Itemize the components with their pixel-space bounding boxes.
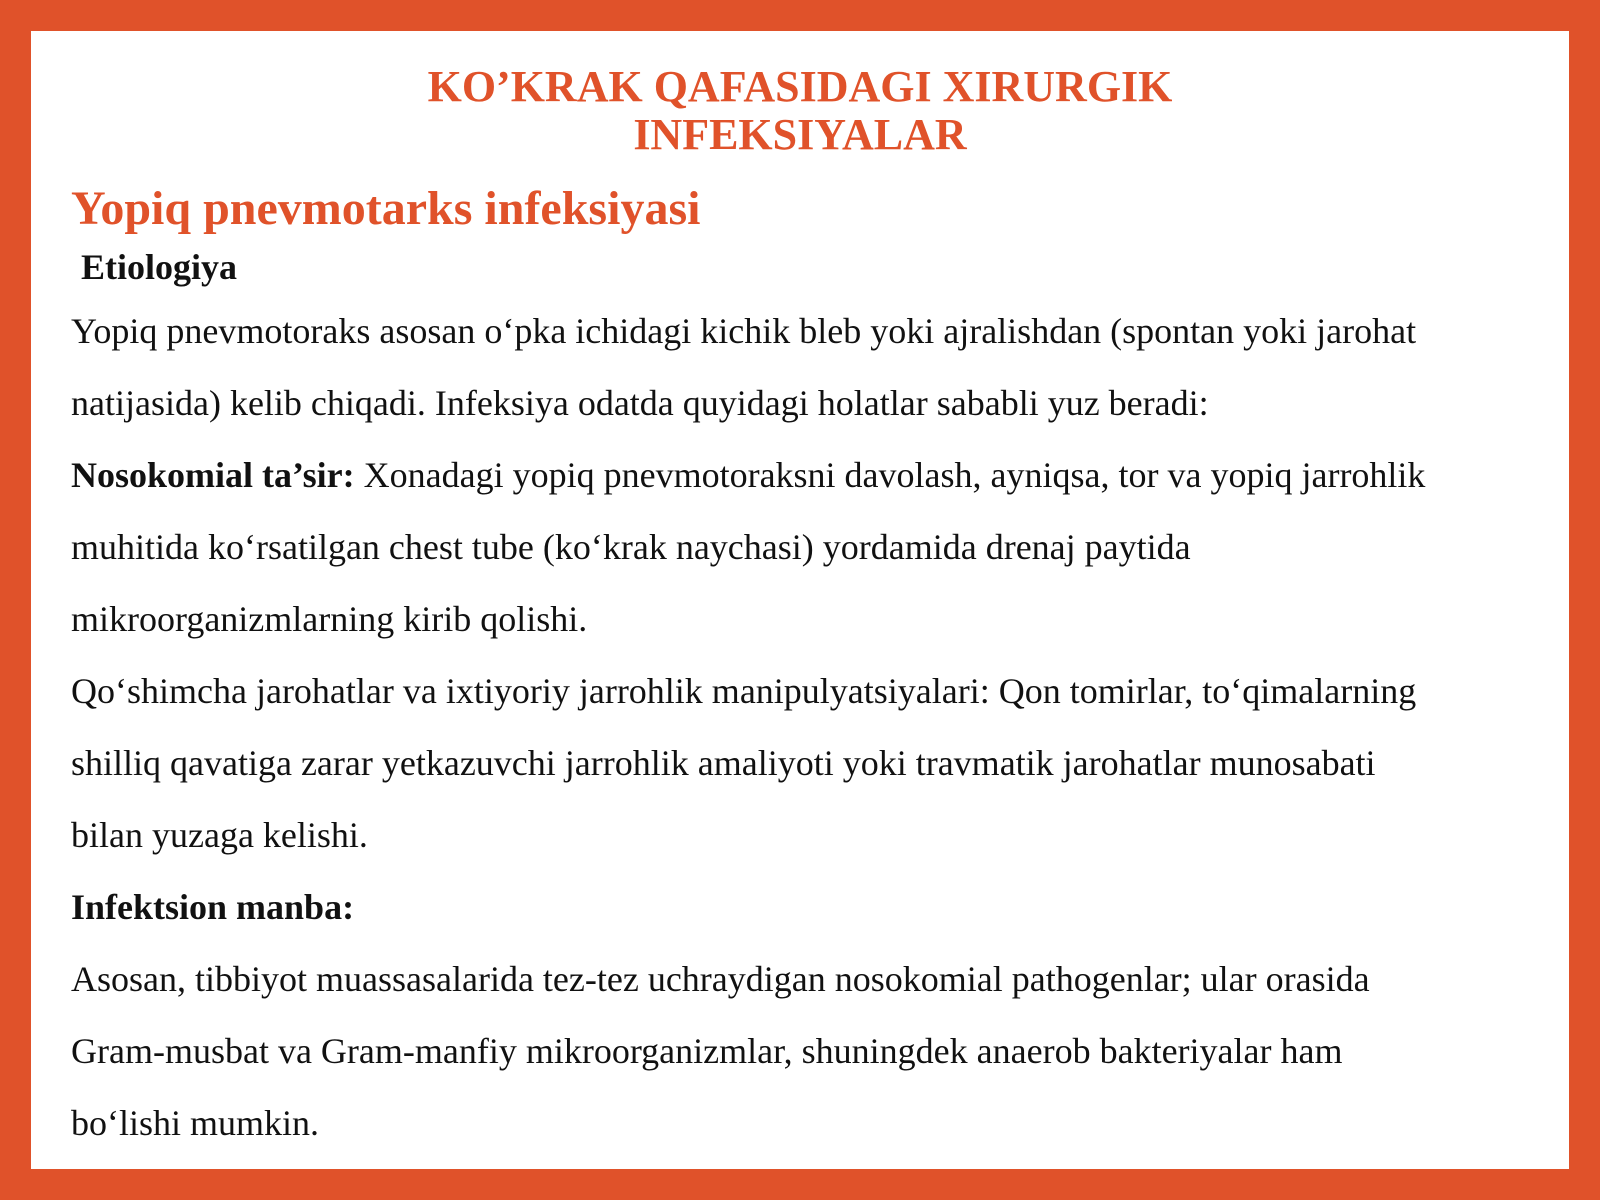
term-nosokomial: Nosokomial ta’sir: bbox=[71, 455, 355, 495]
body-line-6: Qo‘shimcha jarohatlar va ixtiyoriy jarrohlik manipulyatsiyalari: Qon tomirlar, to‘qimalarning bbox=[71, 671, 1417, 711]
body-line-3 bbox=[71, 439, 1561, 511]
body-line-12: bo‘lishi mumkin. bbox=[71, 1103, 320, 1143]
slide-title-line-2: INFEKSIYALAR bbox=[633, 110, 967, 159]
body-line-8: bilan yuzaga kelishi. bbox=[71, 815, 368, 855]
body-line-2: natijasida) kelib chiqadi. Infeksiya odatda quyidagi holatlar sababli yuz beradi: bbox=[71, 383, 1209, 423]
body-line-4: muhitida ko‘rsatilgan chest tube (ko‘krak naychasi) yordamida drenaj paytida bbox=[71, 527, 1191, 567]
section-heading: Etiologiya bbox=[81, 247, 238, 287]
body-line-11: Gram-musbat va Gram-manfiy mikroorganizmlar, shuningdek anaerob bakteriyalar ham bbox=[71, 1031, 1343, 1071]
slide-title bbox=[31, 63, 1569, 159]
slide-body bbox=[71, 239, 1561, 1159]
body-line-1: Yopiq pnevmotoraks asosan o‘pka ichidagi kichik bleb yoki ajralishdan (spontan yoki jarohat bbox=[71, 311, 1417, 351]
slide-subtitle: Yopiq pnevmotarks infeksiyasi bbox=[71, 182, 701, 235]
slide bbox=[31, 31, 1569, 1169]
body-line-3-text: Xonadagi yopiq pnevmotoraksni davolash, ayniqsa, tor va yopiq jarrohlik bbox=[354, 455, 1426, 495]
term-infektsion-manba: Infektsion manba: bbox=[71, 887, 355, 927]
slide-title-line-1: KO’KRAK QAFASIDAGI XIRURGIK bbox=[427, 62, 1173, 111]
body-line-10: Asosan, tibbiyot muassasalarida tez-tez uchraydigan nosokomial pathogenlar; ular orasida bbox=[71, 959, 1370, 999]
body-line-5: mikroorganizmlarning kirib qolishi. bbox=[71, 599, 588, 639]
body-line-7: shilliq qavatiga zarar yetkazuvchi jarrohlik amaliyoti yoki travmatik jarohatlar munosabati bbox=[71, 743, 1376, 783]
